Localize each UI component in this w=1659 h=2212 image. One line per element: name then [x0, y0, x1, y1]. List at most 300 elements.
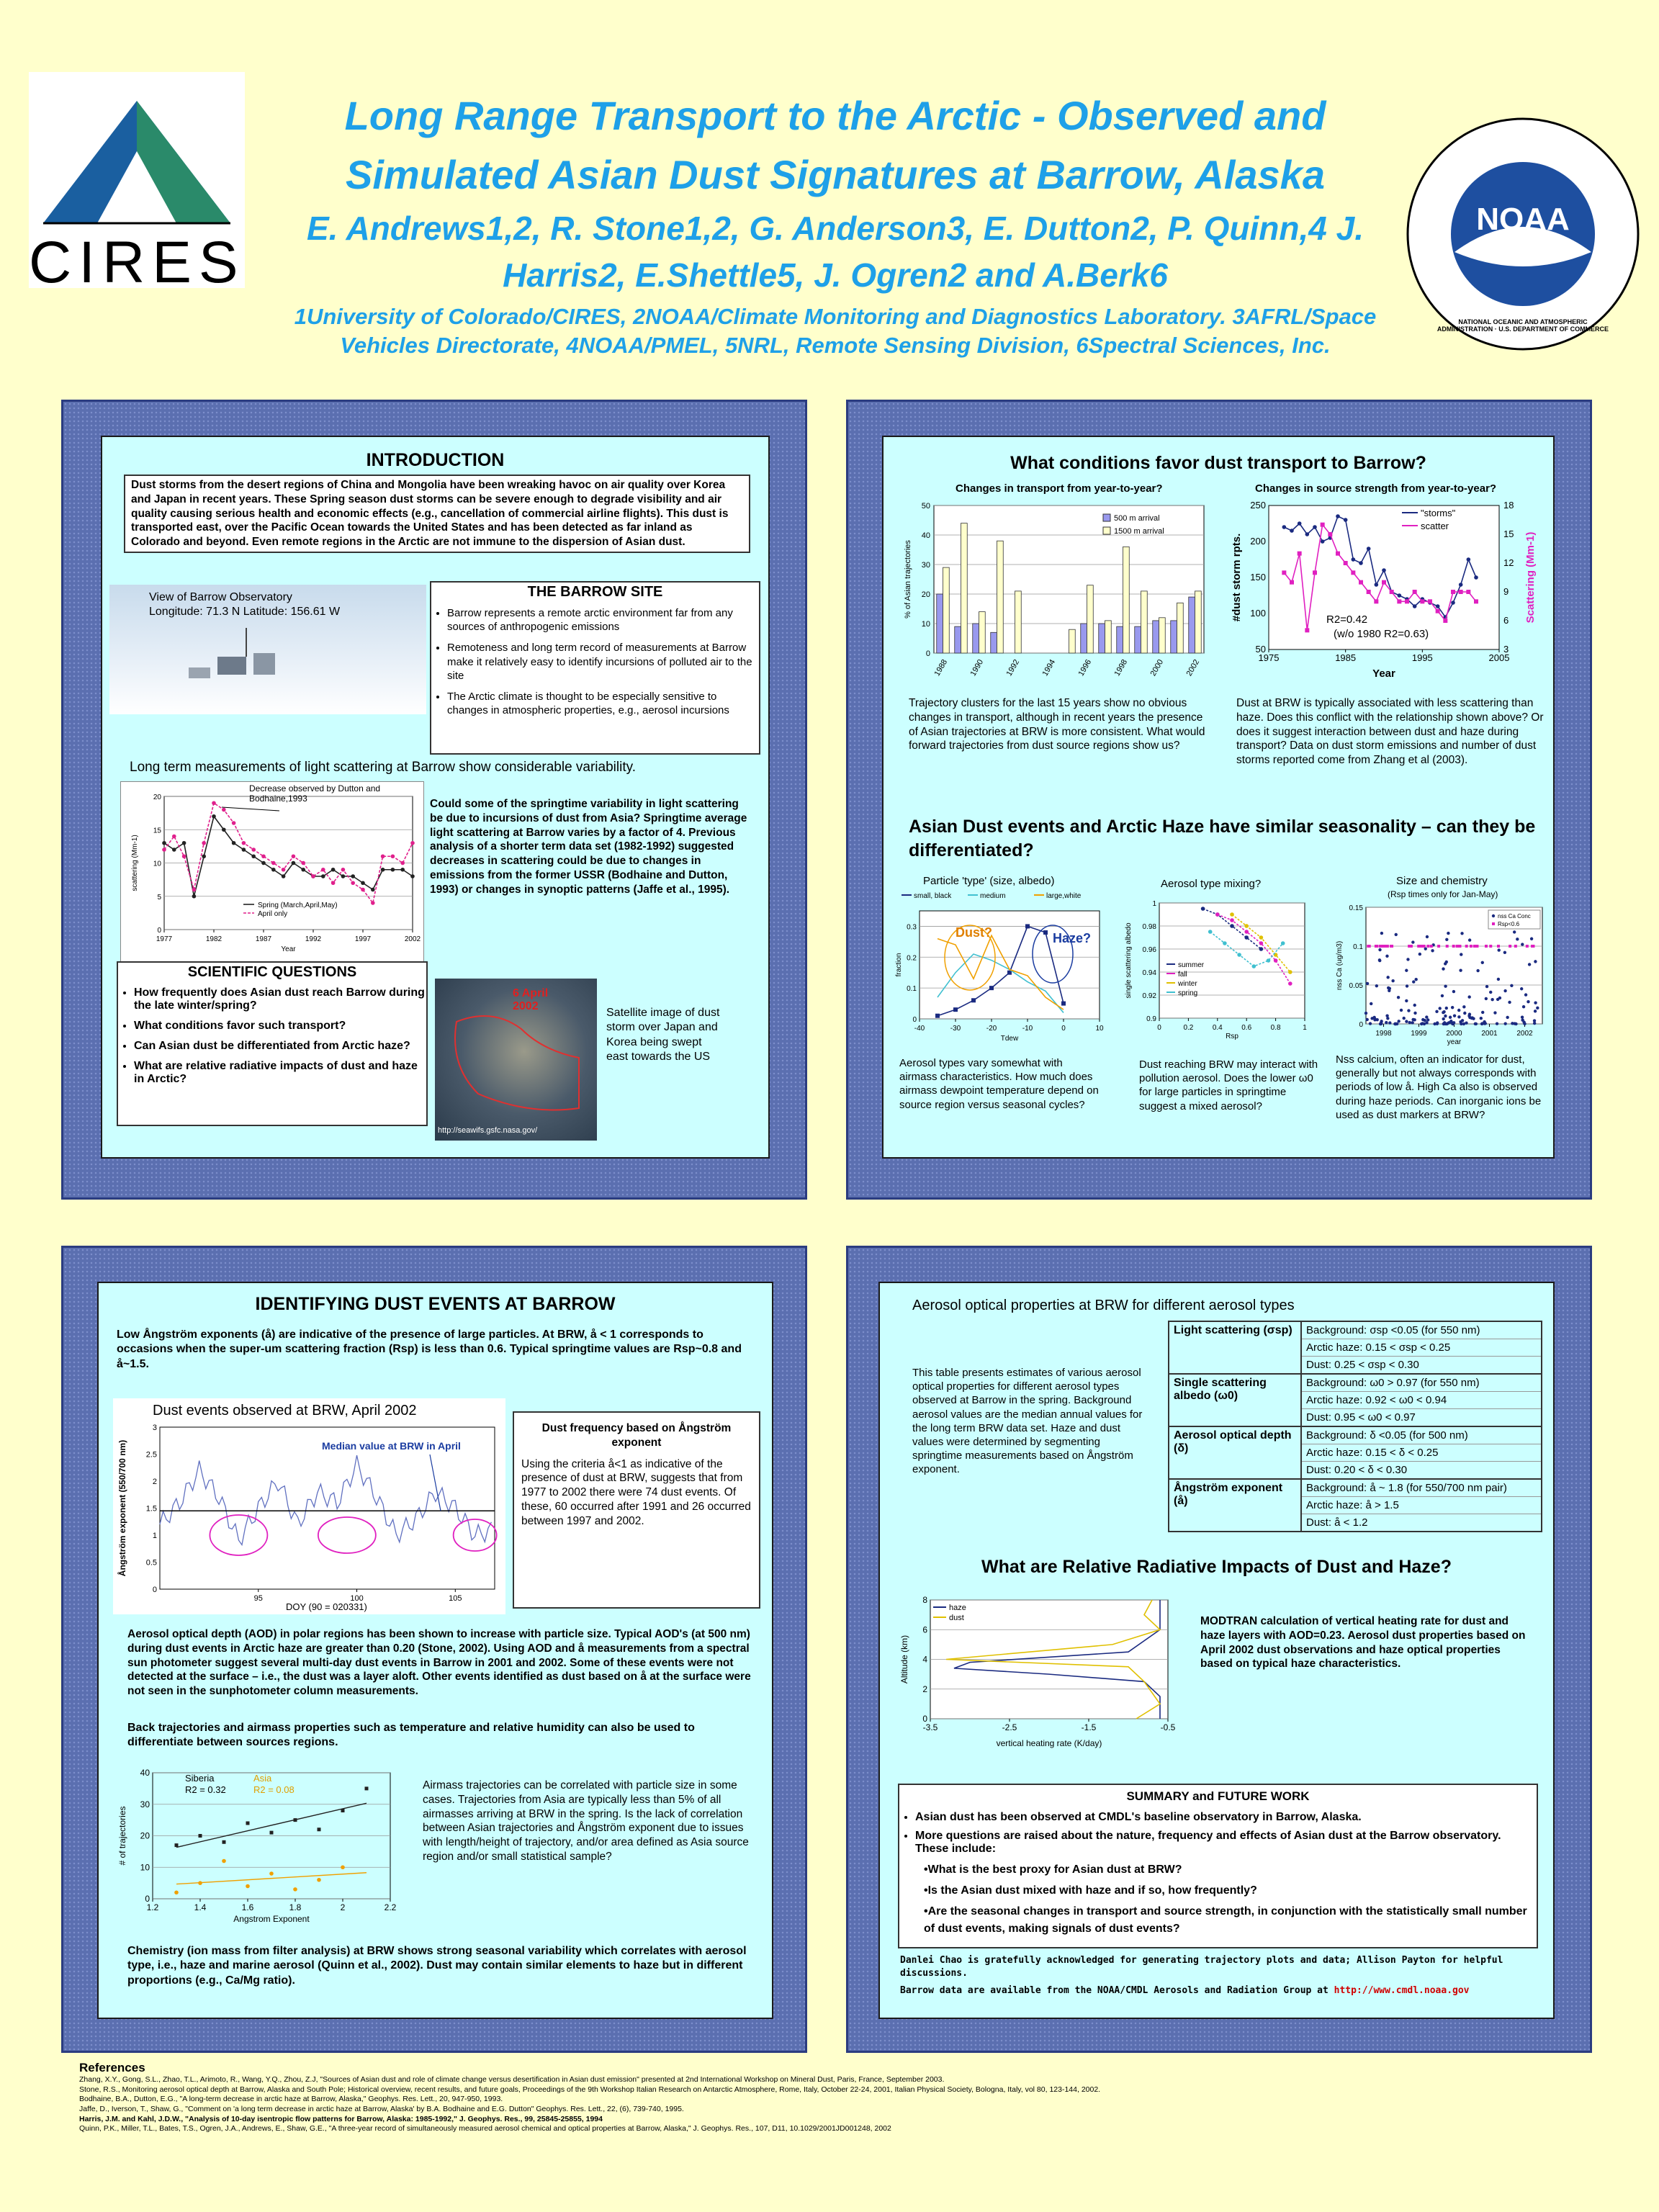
transport-panel [882, 436, 1555, 1159]
authors-line2: Harris2, E.Shettle5, J. Ogren2 and A.Berk6 [503, 256, 1168, 294]
x-tick-label: 95 [253, 1594, 263, 1603]
nss-ca-point [1452, 990, 1455, 993]
prop-value-0-1: Arctic haze: 0.15 < σsp < 0.25 [1301, 1339, 1542, 1357]
nss-ca-point [1447, 932, 1449, 935]
x-tick-label: 2005 [1488, 652, 1510, 663]
mix-fall-point [1244, 930, 1249, 934]
scatter-point [1328, 532, 1332, 536]
intro-title: INTRODUCTION [366, 450, 505, 470]
rsp-point [1390, 945, 1393, 948]
siberia-trend [176, 1803, 367, 1847]
scatter-point [1428, 599, 1432, 603]
nss-ca-point [1433, 1022, 1436, 1025]
april-point [381, 854, 385, 858]
scatter-point [1405, 599, 1409, 603]
y-tick-label: 0.15 [1349, 904, 1363, 912]
spring-point [172, 848, 176, 852]
mix-fall-point [1215, 912, 1220, 917]
x-tick-label: 1990 [968, 657, 986, 678]
reference-6: Quinn, P.K., Miller, T.L., Bates, T.S., Ogren, J.A., Andrews, E., Shaw, G.E., "A three-year record of simultaneously measured aerosol chemical and optical properties at Barrow, Alaska," J. Geophys. Res., 107, D11, 10.1029/2001JD001248, 2002 [79, 2124, 891, 2134]
nss-ca-point [1481, 1011, 1484, 1014]
siberia-point [222, 1840, 226, 1844]
spring-point [351, 874, 355, 878]
nss-ca-point [1364, 1012, 1367, 1015]
question-4: • What are relative radiative impacts of dust and haze in Arctic? [134, 1060, 426, 1086]
nss-ca-point [1445, 938, 1448, 941]
nss-ca-point [1394, 1022, 1397, 1025]
storms-point [1375, 583, 1379, 587]
y-tick-label: 10 [140, 1862, 150, 1873]
y-tick-label: 4 [922, 1654, 927, 1665]
mixing-chart [1125, 892, 1312, 1040]
mix-summer-point [1244, 935, 1249, 940]
spring-point [331, 868, 336, 872]
nss-ca-point [1462, 1005, 1465, 1008]
noaa-logo [1404, 115, 1642, 353]
y2-axis-label: Scattering (Mm-1) [1524, 531, 1537, 624]
rsp-point [1426, 945, 1429, 948]
y-axis-label: fraction [895, 953, 903, 977]
rsp-point [1531, 945, 1534, 948]
y-tick-label: 20 [153, 793, 161, 801]
april-point [361, 888, 365, 892]
nss-ca-point [1397, 1020, 1400, 1022]
storms-point [1474, 575, 1478, 580]
ptype-0-point [1061, 1002, 1066, 1006]
spring-point [182, 841, 186, 845]
x-tick-label: 1992 [1004, 657, 1022, 678]
dust-frequency-box [513, 1411, 760, 1609]
dust-label: Dust? [956, 925, 992, 940]
spring-point [242, 848, 246, 852]
nss-ca-point [1457, 1015, 1460, 1018]
scatter-point [1313, 570, 1317, 575]
barrow-photo [109, 585, 426, 714]
y-tick-label: 30 [921, 561, 930, 570]
nss-ca-point [1380, 932, 1383, 935]
mix-summer-point [1201, 907, 1205, 911]
mix-winter-point [1230, 912, 1234, 917]
x-tick-label: 1995 [1411, 652, 1433, 663]
asia-point [246, 1884, 250, 1889]
x-tick-label: 0 [1157, 1024, 1161, 1032]
y-axis-label: #dust storm rpts. [1231, 533, 1243, 622]
x-axis-label: Rsp [1226, 1033, 1238, 1040]
y-tick-label: 0.92 [1142, 992, 1156, 1000]
spring-point [321, 874, 325, 878]
nss-ca-point [1386, 976, 1389, 979]
nss-ca-point [1468, 1012, 1471, 1015]
april-point [351, 881, 355, 885]
nss-ca-point [1413, 1004, 1416, 1007]
spring-point [162, 841, 166, 845]
transport-right-subtitle: Changes in source strength from year-to-year? [1255, 482, 1497, 495]
asia-point [317, 1878, 321, 1882]
cires-logo [29, 72, 246, 295]
mix-spring-point [1208, 930, 1213, 934]
spring-point [341, 874, 346, 878]
question-2: • What conditions favor such transport? [134, 1020, 426, 1033]
legend-label: large,white [1046, 892, 1082, 900]
rsp-point [1475, 945, 1478, 948]
nss-ca-point [1496, 1022, 1498, 1025]
x-axis-label: Year [1372, 667, 1395, 680]
bar-1500m [979, 612, 986, 653]
mix-spring-point [1281, 941, 1285, 945]
legend-label: summer [1178, 961, 1205, 969]
rsp-point [1430, 945, 1433, 948]
traj-text: Airmass trajectories can be correlated with particle size in some cases. Trajectories from Asia are typically less than 5% of all airmasses arriving at BRW in the spring. Is the lack of correlation between Asian trajectories and Ångström exponent due to issues with length/height of trajectory, and/or area defined as Asia source region and/or small statistical sample? [423, 1779, 749, 1863]
data-availability-text: Barrow data are available from the NOAA/CMDL Aerosols and Radiation Group at [900, 1985, 1334, 1996]
nss-ca-point [1480, 1017, 1483, 1020]
nss-ca-point [1516, 938, 1519, 940]
april-point [202, 841, 206, 845]
nss-ca-point [1474, 1022, 1477, 1025]
median-label: Median value at BRW in April [322, 1440, 461, 1452]
y-tick-label: 0.9 [1146, 1015, 1156, 1023]
bar-500m [937, 594, 943, 653]
rsp-point [1485, 945, 1488, 948]
nss-ca-point [1510, 984, 1513, 987]
nss-ca-point [1405, 999, 1408, 1002]
identify-title: IDENTIFYING DUST EVENTS AT BARROW [255, 1294, 616, 1314]
april-point [301, 861, 305, 866]
bar-500m [1081, 624, 1087, 653]
april-point [292, 854, 296, 858]
nss-ca-point [1527, 1000, 1529, 1003]
april-point [251, 848, 256, 852]
april-point [182, 854, 186, 858]
x-tick-label: 1977 [156, 935, 173, 943]
siberia-point [246, 1822, 250, 1825]
annotation-pointer [222, 807, 279, 811]
nss-ca-point [1511, 1022, 1514, 1025]
prop-name-0: Light scattering (σsp) [1169, 1321, 1301, 1374]
april-point [410, 841, 415, 845]
rsp-point [1379, 945, 1382, 948]
scatter-point [1290, 580, 1294, 585]
transport-left-text-body: Trajectory clusters for the last 15 years show no obvious changes in transport, although in recent years the presence of Asian trajectories at BRW is more consistent. What would forward trajectories from dust source regions show us? [909, 697, 1205, 752]
storms-point [1367, 547, 1371, 551]
prop-name-3: Ångström exponent (å) [1169, 1479, 1301, 1532]
satellite-image [435, 979, 597, 1141]
x-tick-label: 1997 [354, 935, 372, 943]
noaa-ring-text: NATIONAL OCEANIC AND ATMOSPHERIC ADMINISTRATION · U.S. DEPARTMENT OF COMMERCE [1437, 318, 1609, 333]
bar-500m [1189, 597, 1195, 653]
nss-ca-point [1406, 958, 1409, 961]
rsp-point [1422, 945, 1425, 948]
angstrom-chart-title: Dust events observed at BRW, April 2002 [153, 1403, 417, 1419]
x-axis-label: vertical heating rate (K/day) [996, 1738, 1102, 1748]
april-point [222, 808, 226, 812]
identify-para-2: Aerosol optical depth (AOD) in polar regions has been shown to increase with particle size. Typical AOD's (at 500 nm) during dust events in Arctic haze are greater than 0.20 (Stone, 2002). Using AOD and å measurements from a spectral sun photometer suggest several multi-day dust events in Barrow in 2001 and 2002. Some of these events were not detected at the surface – i.e., the dust was a layer aloft. Other events identified as dust based on å at the surface were not seen in the sunphotometer column measurements. [127, 1628, 751, 1698]
y2-tick-label: 6 [1503, 615, 1509, 626]
trajectory-bar-chart [894, 498, 1211, 685]
bar-1500m [1141, 591, 1148, 653]
y2-tick-label: 9 [1503, 586, 1509, 597]
legend-label: spring [1178, 989, 1198, 997]
prop-value-1-1: Arctic haze: 0.92 < ω0 < 0.94 [1301, 1392, 1542, 1409]
nss-ca-point [1449, 1016, 1452, 1019]
asia-point [293, 1887, 297, 1892]
bar-1500m [1159, 618, 1166, 653]
x-tick-label: 1.8 [289, 1902, 302, 1912]
nss-ca-point [1508, 1001, 1511, 1004]
april-point [311, 874, 315, 878]
x-tick-label: 2002 [1516, 1030, 1533, 1038]
siberia-r2: R2 = 0.32 [185, 1784, 226, 1795]
scatter-point [1336, 552, 1340, 556]
bar-1500m [1195, 591, 1202, 653]
scatter-point [1305, 628, 1309, 632]
nss-ca-point [1445, 1022, 1448, 1025]
bar-1500m [943, 567, 950, 653]
barrow-site-box [430, 581, 760, 755]
transport-right-text: Dust at BRW is typically associated with less scattering than haze. Does this conflict with the relationship shown above? Or does it suggest interaction between dust and haze during transport? Data on dust storm emissions and number of dust storms reported come from Zhang et al (2003). [1236, 697, 1544, 767]
doy-label: DOY (90 = 020331) [286, 1601, 367, 1612]
nss-ca-point [1481, 961, 1484, 964]
legend-scatter-label: scatter [1421, 521, 1449, 531]
nss-ca-point [1491, 998, 1493, 1001]
y-tick-label: 20 [140, 1830, 150, 1841]
bar-500m [1117, 626, 1123, 653]
scatter-point [1390, 590, 1394, 594]
nss-ca-point [1400, 1009, 1403, 1012]
y-tick-label: 2.5 [145, 1450, 157, 1460]
spring-point [400, 868, 405, 872]
y-tick-label: 0 [922, 1714, 927, 1724]
scatter-point [1374, 599, 1378, 603]
optical-table [1168, 1321, 1542, 1532]
scatter-point [1420, 599, 1424, 603]
y-tick-label: 0 [912, 1016, 917, 1024]
spring-point [391, 868, 395, 872]
y-axis-label: scattering (Mm-1) [131, 835, 139, 891]
identify-para-4: Chemistry (ion mass from filter analysis) at BRW shows strong seasonal variability which correlates with aerosol type, i.e., haze and marine aerosol (Quinn et al., 2002). Dust may contain similar elements to haze but in different proportions (e.g., Ca/Mg ratio). [127, 1945, 747, 1987]
spring-line [164, 817, 413, 896]
angstrom-line [160, 1455, 491, 1545]
rsp-point [1489, 945, 1492, 948]
site-item-3: • The Arctic climate is thought to be especially sensitive to changes in atmospheric properties, e.g., aerosol incursions [447, 690, 759, 717]
data-availability [900, 1985, 1534, 1996]
april-point [212, 801, 216, 805]
scatter-point [1474, 599, 1478, 603]
x-tick-label: 0 [1061, 1025, 1066, 1033]
nss-ca-point [1533, 1019, 1536, 1022]
spring-point [212, 814, 216, 819]
median-pointer [430, 1455, 441, 1511]
x-tick-label: 1975 [1258, 652, 1280, 663]
storms-point [1321, 539, 1325, 544]
nss-ca-point [1484, 1022, 1487, 1025]
rsp-point [1367, 945, 1370, 948]
y-axis-label: Ångström exponent (550/700 nm) [117, 1439, 127, 1577]
y-tick-label: 0.05 [1349, 982, 1363, 990]
scattering-text: Could some of the springtime variability in light scattering be due to incursions of dust from Asia? Springtime average light scattering at Barrow varies by a factor of 4. Previous analysis of a shorter term data set (1982-1992) suggested decreases in scattering could be due to changes in emissions from the former USSR (Bodhaine and Dutton, 1993) or changes in synoptic patterns (Jaffe et al., 1995). [430, 798, 747, 896]
spring-point [261, 861, 266, 866]
april-point [192, 888, 197, 892]
identify-para-3: Back trajectories and airmass properties such as temperature and relative humidity can also be used to differentiate between sources regions. [127, 1722, 695, 1749]
nss-ca-point [1444, 962, 1447, 965]
bar-1500m [1177, 603, 1184, 653]
y-tick-label: 0.98 [1142, 923, 1156, 931]
nss-ca-point [1444, 1015, 1447, 1017]
y-tick-label: 40 [921, 531, 930, 540]
reference-4: Jaffe, D., Iverson, T., Shaw, G., "Comment on 'a long term decrease in arctic haze at Barrow, Alaska' by B.A. Bodhaine and E.G. Dutton" Geophys. Res. Lett., 22, (6), 739-740, 1995. [79, 2104, 684, 2113]
nss-ca-point [1369, 1022, 1372, 1025]
y-tick-label: 10 [153, 860, 161, 868]
nss-ca-point [1472, 1017, 1475, 1020]
longterm-caption: Long term measurements of light scattering at Barrow show considerable variability. [130, 760, 636, 775]
prop-value-0-2: Dust: 0.25 < σsp < 0.30 [1301, 1357, 1542, 1375]
x-tick-label: 100 [350, 1594, 364, 1603]
legend-swatch [1103, 527, 1110, 534]
prop-value-2-2: Dust: 0.20 < δ < 0.30 [1301, 1462, 1542, 1480]
summary-question-1: •What is the best proxy for Asian dust at BRW? [924, 1863, 1182, 1876]
transport-title: What conditions favor dust transport to Barrow? [1010, 453, 1426, 473]
satellite-caption: Satellite image of dust storm over Japan and Korea being swept east towards the US [606, 1007, 720, 1064]
nss-ca-point [1528, 963, 1531, 966]
x-tick-label: 2000 [1148, 657, 1166, 678]
siberia-point [270, 1831, 274, 1835]
mix-summer-point [1259, 947, 1264, 951]
scattering-chart [120, 781, 424, 963]
legend-spring-label: Spring (March,April,May) [258, 902, 338, 909]
mix-fall-point [1259, 941, 1264, 945]
bar-1500m [1123, 547, 1130, 653]
prop-value-0-0: Background: σsp <0.05 (for 550 nm) [1301, 1321, 1542, 1339]
reference-1: Zhang, X.Y., Gong, S.L., Zhao, T.L., Arimoto, R., Wang, Y.Q., Zhou, Z.J, "Sources of Asian dust and role of climate change versus desertification in Asian dust emission" presented at 2nd International Workshop on Mineral Dust, Paris, France, September 2003. [79, 2075, 945, 2084]
x-tick-label: 105 [449, 1594, 462, 1603]
prop-value-1-0: Background: ω0 > 0.97 (for 550 nm) [1301, 1374, 1542, 1392]
nss-ca-point [1424, 1019, 1426, 1022]
nss-ca-point [1373, 1018, 1376, 1021]
y2-tick-label: 18 [1503, 500, 1514, 511]
bar-1500m [1015, 591, 1022, 653]
ptype-0-point [953, 1007, 958, 1012]
cmdl-link[interactable]: http://www.cmdl.noaa.gov [1334, 1985, 1470, 1996]
bar-500m [991, 632, 997, 653]
scatter-point [1459, 590, 1463, 594]
y-tick-label: 0.94 [1142, 969, 1156, 977]
nss-ca-point [1442, 1011, 1444, 1014]
nss-ca-point [1536, 1007, 1539, 1010]
ptype-0-point [989, 986, 994, 990]
identify-panel [97, 1282, 773, 2019]
scatter-point [1367, 590, 1371, 594]
spring-point [292, 861, 296, 866]
storms-point [1459, 583, 1463, 587]
nss-ca-point [1480, 1022, 1483, 1025]
x-tick-label: 1992 [305, 935, 322, 943]
x-tick-label: -10 [1022, 1025, 1033, 1033]
nss-ca-point [1388, 989, 1390, 992]
y-axis-label: # of trajectories [117, 1806, 127, 1866]
nss-ca-point [1408, 1021, 1411, 1024]
y-tick-label: 250 [1250, 500, 1266, 511]
bar-1500m [1105, 621, 1112, 653]
rsp-point [1437, 945, 1440, 948]
rsp-point [1470, 945, 1473, 948]
rsp-point [1473, 945, 1476, 948]
mix-winter-point [1244, 924, 1249, 928]
rsp-point [1375, 945, 1377, 948]
april-point [391, 854, 395, 858]
nss-ca-point [1385, 1021, 1388, 1024]
storms-point [1359, 561, 1363, 565]
nss-ca-point [1414, 978, 1417, 981]
questions-box [117, 961, 428, 1126]
siberia-point [318, 1827, 321, 1831]
mix-fall-point [1274, 958, 1278, 963]
nss-ca-point [1431, 949, 1434, 952]
satellite-date: 6 April 2002 [513, 987, 549, 1012]
legend-label: winter [1178, 980, 1197, 988]
nss-ca-point [1468, 938, 1471, 941]
summary-item-1: • Asian dust has been observed at CMDL's baseline observatory in Barrow, Alaska. [915, 1811, 1537, 1824]
rsp-point [1420, 945, 1423, 948]
reference-3: Bodhaine, B.A., Dutton, E.G., "A long-term decrease in arctic haze at Barrow, Alaska," Geophys. Res. Lett., 20, 947-950, 1993. [79, 2095, 503, 2104]
x-axis-label: Year [281, 945, 296, 953]
x-tick-label: 2002 [1184, 657, 1202, 678]
siberia-point [199, 1834, 202, 1838]
april-point [261, 854, 266, 858]
storm-r2-alt: (w/o 1980 R2=0.63) [1334, 628, 1429, 640]
scatter-point [1351, 570, 1355, 575]
scatter-point [1466, 590, 1470, 594]
nss-ca-point [1426, 935, 1429, 938]
chem-subtitle: (Rsp times only for Jan-May) [1388, 889, 1498, 899]
storms-point [1282, 525, 1287, 529]
nss-ca-point [1425, 1015, 1428, 1018]
rsp-point [1456, 945, 1459, 948]
questions-title: SCIENTIFIC QUESTIONS [187, 964, 357, 980]
asia-point [341, 1865, 345, 1869]
y-axis-label: % of Asian trajectories [904, 540, 912, 619]
chemistry-text: Nss calcium, often an indicator for dust, generally but not always corresponds with periods of low å. High Ca also is observed during haze periods. Can inorganic ions be used as dust markers at BRW? [1336, 1053, 1542, 1121]
y-tick-label: 0 [1359, 1021, 1363, 1029]
nss-ca-point [1521, 943, 1524, 945]
scatter-point [1397, 599, 1401, 603]
nss-ca-point [1370, 1002, 1372, 1005]
spring-point [301, 868, 305, 872]
nss-ca-point [1375, 984, 1378, 987]
nss-ca-point [1521, 1019, 1524, 1022]
siberia-point [365, 1786, 369, 1790]
spring-point [222, 827, 226, 832]
x-tick-label: 1.6 [241, 1902, 254, 1912]
nss-ca-point [1451, 1022, 1454, 1025]
noaa-logo-text: NOAA [1476, 202, 1570, 237]
april-point [242, 841, 246, 845]
y-tick-label: 20 [921, 590, 930, 599]
x-tick-label: -2.5 [1002, 1722, 1017, 1732]
nss-ca-point [1391, 979, 1394, 982]
y-tick-label: 0.1 [1353, 943, 1363, 951]
storms-point [1344, 518, 1348, 522]
intro-body: Dust storms from the desert regions of China and Mongolia have been wreaking havoc on air quality over Korea and Japan in recent years. These Spring season dust storms can be severe enough to degrade visibility and air quality causing serious health and economic effects (e.g., cancellation of commercial airline flights). This dust is transported east, over the Pacific Ocean towards the United States and has been detected as far inland as Colorado and beyond. Even remote regions in the Arctic are not immune to the dispersion of Asian dust. [124, 475, 750, 553]
nss-ca-point [1380, 1020, 1382, 1022]
mix-spring-point [1223, 941, 1227, 945]
mix-winter-point [1288, 970, 1292, 974]
mixing-text: Dust reaching BRW may interact with pollution aerosol. Does the lower ω0 for large particles in springtime suggest a mixed aerosol? [1139, 1058, 1318, 1112]
nss-ca-point [1406, 984, 1408, 987]
x-tick-label: 1998 [1112, 657, 1130, 678]
bar-1500m [1087, 585, 1094, 653]
nss-ca-point [1386, 1017, 1389, 1020]
spring-point [251, 854, 256, 858]
storms-point [1382, 568, 1386, 572]
